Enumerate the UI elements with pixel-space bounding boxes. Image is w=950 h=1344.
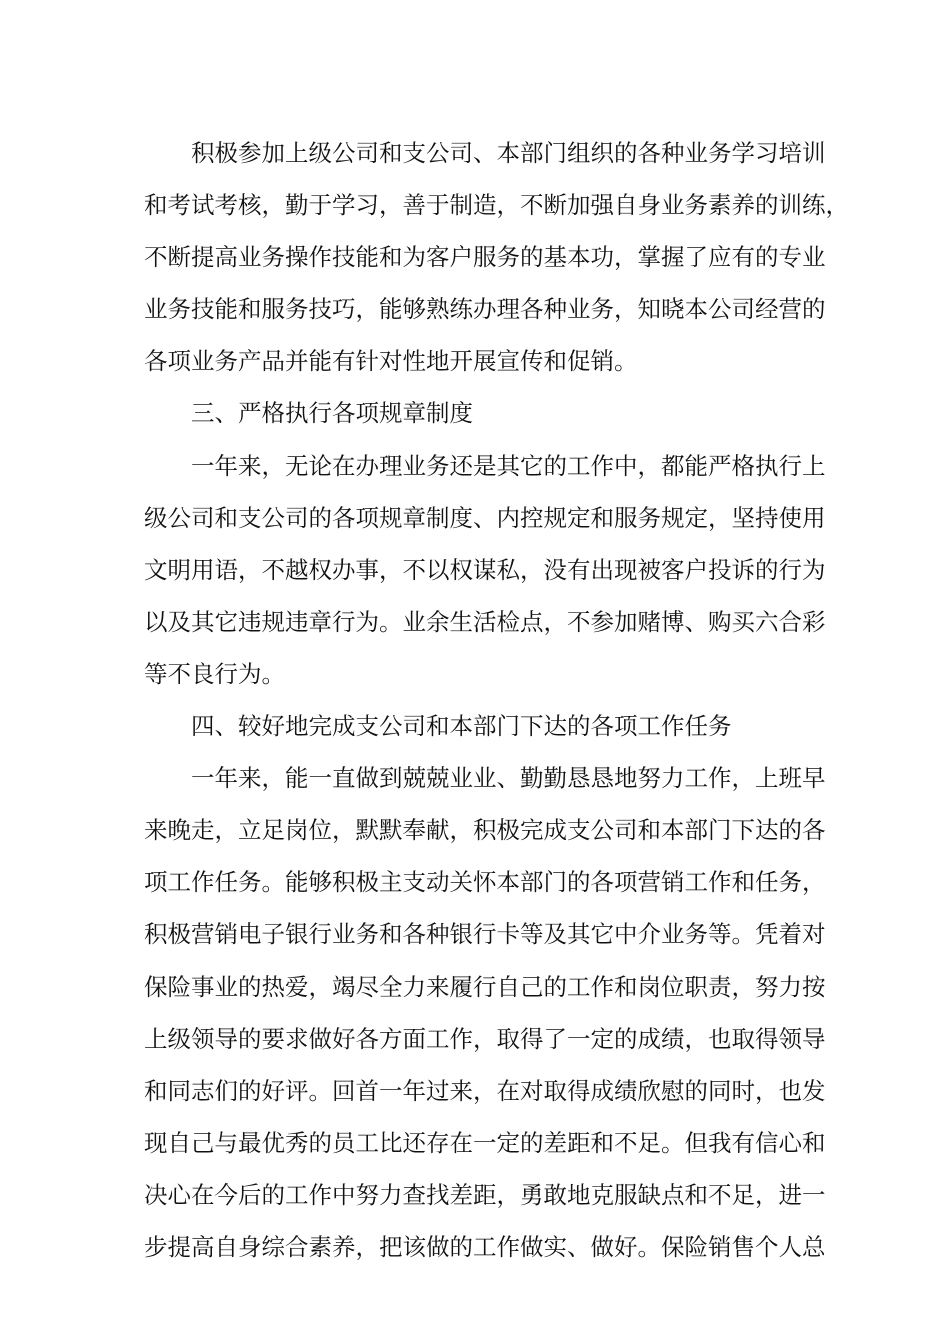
- text-line: 等不良行为。: [144, 659, 285, 688]
- text-line: 级公司和支公司的各项规章制度、内控规定和服务规定，坚持使用: [144, 503, 826, 532]
- text-line: 业务技能和服务技巧，能够熟练办理各种业务，知晓本公司经营的: [144, 295, 826, 324]
- text-line: 不断提高业务操作技能和为客户服务的基本功，掌握了应有的专业: [144, 243, 826, 272]
- text-line: 以及其它违规违章行为。业余生活检点，不参加赌博、购买六合彩: [144, 607, 826, 636]
- text-line: 文明用语，不越权办事，不以权谋私，没有出现被客户投诉的行为: [144, 555, 826, 584]
- text-line: 积极参加上级公司和支公司、本部门组织的各种业务学习培训: [191, 139, 826, 167]
- text-line: 积极营销电子银行业务和各种银行卡等及其它中介业务等。凭着对: [144, 920, 826, 949]
- text-line: 现自己与最优秀的员工比还存在一定的差距和不足。但我有信心和: [144, 1128, 826, 1157]
- paragraph-tasks: [144, 752, 826, 1273]
- text-line: 决心在今后的工作中努力查找差距，勇敢地克服缺点和不足，进一: [144, 1180, 826, 1209]
- text-line: 上级领导的要求做好各方面工作，取得了一定的成绩，也取得领导: [144, 1024, 826, 1053]
- text-line: 一年来，无论在办理业务还是其它的工作中，都能严格执行上: [191, 451, 826, 480]
- paragraph-regulations: [144, 440, 826, 700]
- heading-line: 三、严格执行各项规章制度: [191, 399, 473, 428]
- document-body: [144, 127, 849, 1273]
- text-line: 一年来，能一直做到兢兢业业、勤勤恳恳地努力工作，上班早: [191, 764, 826, 793]
- paragraph-training: [144, 127, 849, 387]
- text-line: 来晚走，立足岗位，默默奉献，积极完成支公司和本部门下达的各: [144, 816, 826, 845]
- section-heading-four: [144, 700, 819, 752]
- text-line: 和考试考核，勤于学习，善于制造，不断加强自身业务素养的训练，: [144, 191, 849, 220]
- text-line: 保险事业的热爱，竭尽全力来履行自己的工作和岗位职责，努力按: [144, 972, 826, 1001]
- section-heading-three: [144, 387, 819, 439]
- text-line: 和同志们的好评。回首一年过来，在对取得成绩欣慰的同时，也发: [144, 1076, 826, 1105]
- heading-line: 四、较好地完成支公司和本部门下达的各项工作任务: [191, 712, 732, 741]
- text-line: 项工作任务。能够积极主支动关怀本部门的各项营销工作和任务，: [144, 868, 826, 897]
- text-line: 各项业务产品并能有针对性地开展宣传和促销。: [144, 347, 638, 376]
- text-line: 步提高自身综合素养，把该做的工作做实、做好。保险销售个人总: [144, 1232, 826, 1261]
